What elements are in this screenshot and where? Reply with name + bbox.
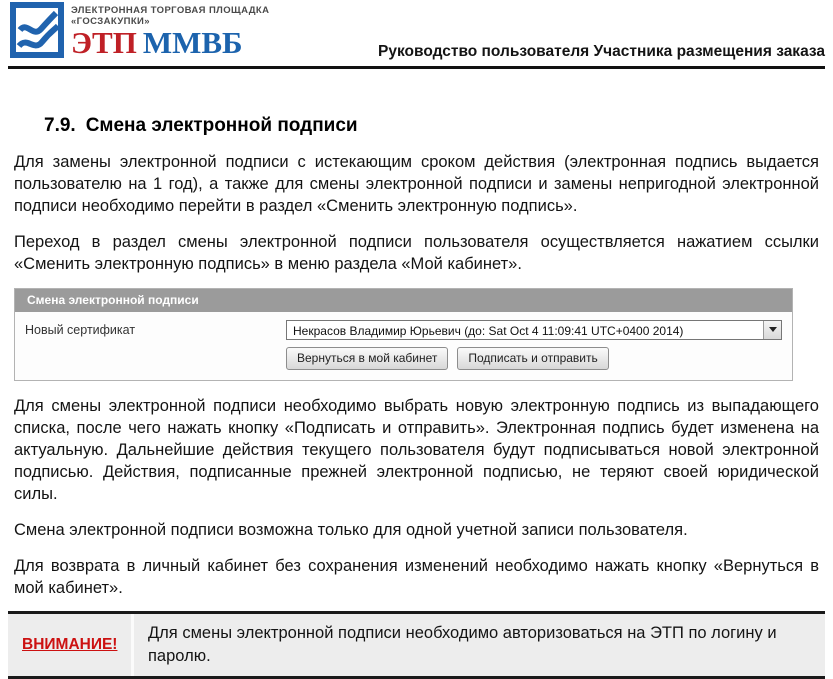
certificate-row [25,320,782,340]
brand-etp: ЭТП [71,25,137,60]
brand-micex: ММВБ [142,25,243,60]
form-body [15,312,792,380]
certificate-select-dropdown-button[interactable] [763,321,781,339]
paragraph-2: Переход в раздел смены электронной подписи пользователя осуществляется нажатием ссылки «Сменить электронную подпись» в меню раздела «Мой кабинет». [14,233,819,273]
section-title: Смена электронной подписи [85,115,358,136]
paragraph-4: Смена электронной подписи возможна только для одной учетной записи пользователя. [14,521,688,539]
sign-and-send-button[interactable]: Подписать и отправить [457,347,608,370]
logo-text [71,2,270,60]
paragraph-1: Для замены электронной подписи с истекающим сроком действия (электронная подпись выдается пользователю на 1 год), а также для смены электронной подписи и замены непригодной электронной подписи необходимо перейти в раздел «Сменить электронную подпись». [14,153,819,215]
attention-label-cell [8,614,131,676]
new-certificate-label: Новый сертификат [25,323,136,337]
attention-text [134,614,825,676]
logo-caption-line2: «ГОСЗАКУПКИ» [71,16,150,27]
paragraph-5: Для возврата в личный кабинет без сохранения изменений необходимо нажать кнопку «Вернуться в мой кабинет». [14,557,819,597]
page-body [0,115,833,599]
page-header [8,0,825,69]
paragraph-3: Для смены электронной подписи необходимо выбрать новую электронную подпись из выпадающего списка, после чего нажать кнопку «Подписать и отправить». Электронная подпись будет изменена на актуальную. Дальнейшие действия текущего пользователя будут подписываться новой электронной подписью. Действия, подписанные прежней электронной подписью, не теряют своей юридической силы. [14,397,819,503]
section-number: 7.9. [44,115,76,136]
form-buttons-row [286,347,782,370]
certificate-select-value: Некрасов Владимир Юрьевич (до: Sat Oct 4 11:09:41 UTC+0400 2014) [293,324,684,338]
logo-caption-line1: ЭЛЕКТРОННАЯ ТОРГОВАЯ ПЛОЩАДКА [71,5,270,16]
brand-name [71,25,269,60]
form-title-bar: Смена электронной подписи [15,289,792,312]
signature-change-form-screenshot [14,288,793,381]
section-heading [44,115,819,137]
attention-label: ВНИМАНИЕ! [22,636,118,653]
return-to-cabinet-button[interactable]: Вернуться в мой кабинет [286,347,448,370]
wave-logo-icon [10,2,64,63]
certificate-select[interactable] [286,320,782,340]
chevron-down-icon [769,327,777,336]
etp-micex-logo [10,2,269,63]
document-title: Руководство пользователя Участника размещения заказа [378,43,825,60]
attention-text-content: Для смены электронной подписи необходимо авторизоваться на ЭТП по логину и паролю. [148,624,777,665]
